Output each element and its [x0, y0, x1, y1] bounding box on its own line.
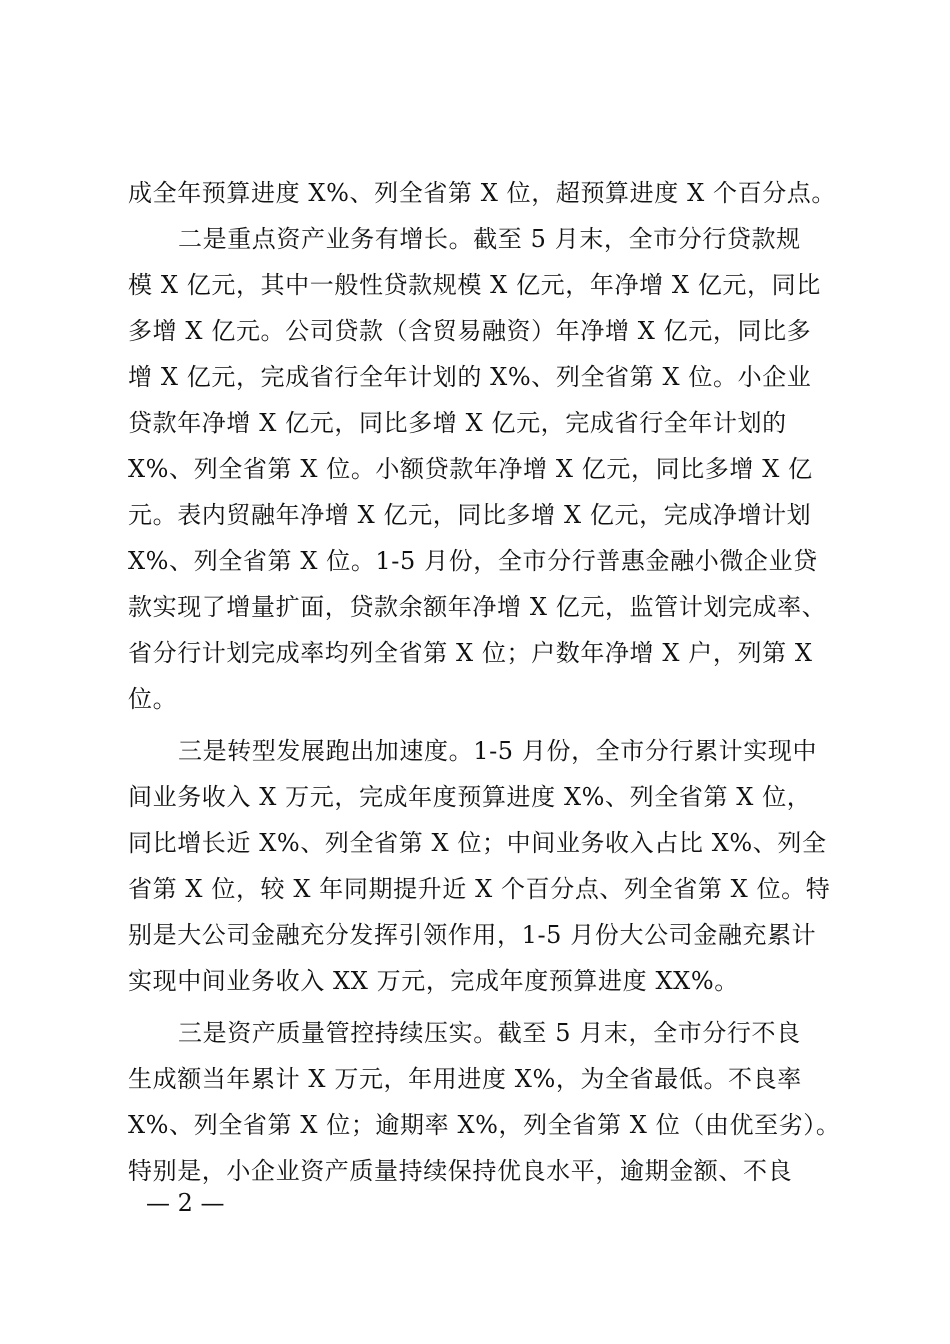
text-line: 位。: [128, 685, 178, 713]
text-line: 成全年预算进度 X%、列全省第 X 位，超预算进度 X 个百分点。: [128, 179, 837, 207]
text-line: 特别是，小企业资产质量持续保持优良水平，逾期金额、不良: [128, 1157, 793, 1185]
text-line: 元。表内贸融年净增 X 亿元，同比多增 X 亿元，完成净增计划: [128, 501, 812, 529]
page-number: — 2 —: [146, 1189, 225, 1217]
text-line: X%、列全省第 X 位；逾期率 X%，列全省第 X 位（由优至劣）。: [128, 1111, 841, 1139]
text-line: 增 X 亿元，完成省行全年计划的 X%、列全省第 X 位。小企业: [128, 363, 812, 391]
text-line: 省分行计划完成率均列全省第 X 位；户数年净增 X 户，列第 X: [128, 639, 813, 667]
text-line: X%、列全省第 X 位。小额贷款年净增 X 亿元，同比多增 X 亿: [128, 455, 813, 483]
text-line: 模 X 亿元，其中一般性贷款规模 X 亿元，年净增 X 亿元，同比: [128, 271, 821, 299]
text-line: 实现中间业务收入 XX 万元，完成年度预算进度 XX%。: [128, 967, 739, 995]
body-text: [128, 170, 840, 1194]
text-line: 别是大公司金融充分发挥引领作用，1-5 月份大公司金融充累计: [128, 921, 817, 949]
text-line: 贷款年净增 X 亿元，同比多增 X 亿元，完成省行全年计划的: [128, 409, 787, 437]
paragraph-heading-line: 三是资产质量管控持续压实。截至 5 月末，全市分行不良: [178, 1019, 801, 1047]
text-line: 多增 X 亿元。公司贷款（含贸易融资）年净增 X 亿元，同比多: [128, 317, 812, 345]
text-line: 间业务收入 X 万元，完成年度预算进度 X%、列全省第 X 位，: [128, 783, 812, 811]
paragraph-heading-line: 三是转型发展跑出加速度。1-5 月份，全市分行累计实现中: [178, 737, 818, 765]
text-line: X%、列全省第 X 位。1-5 月份，全市分行普惠金融小微企业贷: [128, 547, 818, 575]
text-line: 省第 X 位，较 X 年同期提升近 X 个百分点、列全省第 X 位。特: [128, 875, 831, 903]
text-line: 同比增长近 X%、列全省第 X 位；中间业务收入占比 X%、列全: [128, 829, 827, 857]
text-line: 款实现了增量扩面，贷款余额年净增 X 亿元，监管计划完成率、: [128, 593, 827, 621]
text-line: 生成额当年累计 X 万元，年用进度 X%，为全省最低。不良率: [128, 1065, 802, 1093]
paragraph-heading-line: 二是重点资产业务有增长。截至 5 月末，全市分行贷款规: [178, 225, 801, 253]
